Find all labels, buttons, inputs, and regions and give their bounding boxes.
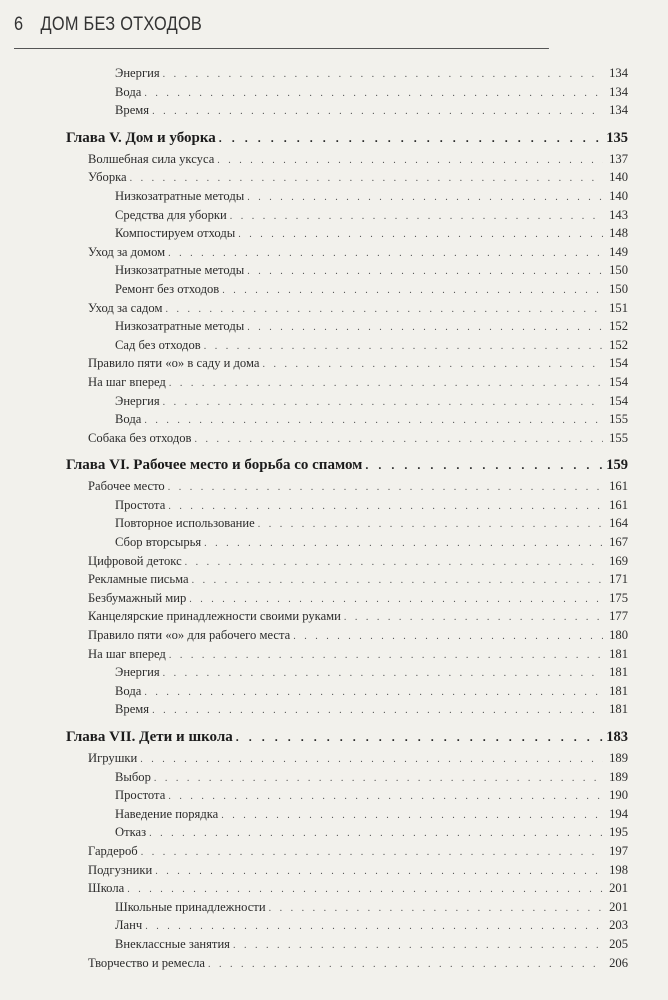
toc-entry: [66, 645, 628, 664]
toc-entry-title: Уход за домом: [88, 244, 166, 259]
toc-entry-page: 137: [609, 151, 628, 166]
dot-leader: [204, 535, 603, 554]
toc-entry: [66, 336, 628, 355]
toc-entry-page: 169: [609, 553, 628, 568]
toc-entry-page: 159: [606, 457, 628, 474]
toc-entry: [66, 935, 628, 954]
dot-leader: [155, 863, 603, 882]
toc-entry-page: 175: [609, 590, 628, 605]
toc-entry: [66, 496, 628, 515]
dot-leader: [258, 516, 603, 535]
toc-chapter-entry: [66, 454, 628, 477]
toc-entry-page: 203: [609, 918, 628, 933]
dot-leader: [247, 189, 603, 208]
dot-leader: [236, 726, 603, 749]
toc-entry-page: 181: [609, 702, 628, 717]
dot-leader: [144, 412, 603, 431]
toc-entry-page: 134: [609, 103, 628, 118]
toc-entry-title: Внеклассные занятия: [115, 936, 230, 951]
dot-leader: [140, 751, 603, 770]
toc-entry: [66, 514, 628, 533]
toc-entry-title: Наведение порядка: [115, 806, 219, 821]
toc-entry: [66, 898, 628, 917]
toc-entry-page: 171: [609, 572, 628, 587]
toc-entry: [66, 607, 628, 626]
toc-entry-title: Низкозатратные методы: [115, 319, 245, 334]
toc-entry: [66, 206, 628, 225]
toc-entry: [66, 916, 628, 935]
dot-leader: [204, 338, 603, 357]
toc-entry-title: Низкозатратные методы: [115, 188, 245, 203]
toc-entry-title: Подгузники: [88, 862, 153, 877]
toc-entry-title: Безбумажный мир: [88, 590, 187, 605]
toc-entry-page: 134: [609, 84, 628, 99]
dot-leader: [141, 844, 603, 863]
dot-leader: [144, 85, 603, 104]
toc-entry: [66, 477, 628, 496]
toc-entry-page: 154: [609, 374, 628, 389]
dot-leader: [185, 554, 603, 573]
toc-entry: [66, 168, 628, 187]
toc-entry-title: Энергия: [115, 66, 160, 80]
toc-entry: [66, 552, 628, 571]
toc-entry: [66, 786, 628, 805]
toc-entry-page: 154: [609, 393, 628, 408]
dot-leader: [192, 572, 603, 591]
toc-entry: [66, 187, 628, 206]
toc-entry: [66, 261, 628, 280]
toc-entry-page: 150: [609, 263, 628, 278]
dot-leader: [221, 807, 603, 826]
toc-entry-page: 197: [609, 843, 628, 858]
toc-entry-page: 152: [609, 337, 628, 352]
toc-entry: [66, 317, 628, 336]
toc-entry: [66, 354, 628, 373]
toc-entry-page: 155: [609, 412, 628, 427]
toc-entry: [66, 101, 628, 120]
dot-leader: [195, 431, 603, 450]
dot-leader: [293, 628, 603, 647]
toc-entry-title: Вода: [115, 683, 142, 698]
dot-leader: [230, 208, 603, 227]
dot-leader: [154, 770, 603, 789]
toc-entry-page: 149: [609, 244, 628, 259]
toc-entry-page: 183: [606, 729, 628, 745]
dot-leader: [233, 937, 603, 956]
toc-entry-page: 181: [609, 665, 628, 680]
toc-entry-title: Ремонт без отходов: [115, 281, 220, 296]
toc-entry-title: Правило пяти «о» для рабочего места: [88, 628, 291, 643]
toc-entry-title: Энергия: [115, 393, 160, 408]
page-number: 6: [14, 14, 24, 35]
toc-entry: [66, 805, 628, 824]
toc-entry-title: Отказ: [115, 825, 147, 840]
toc-entry-page: 140: [609, 170, 628, 185]
toc-entry-title: Повторное использование: [115, 516, 255, 531]
toc-entry: [66, 954, 628, 973]
toc-entry-title: Собака без отходов: [88, 430, 192, 445]
toc-entry-page: 152: [609, 319, 628, 334]
toc-entry-page: 181: [609, 683, 628, 698]
toc-chapter-entry: [66, 127, 628, 150]
toc-entry-page: 189: [609, 769, 628, 784]
table-of-contents: [66, 64, 628, 972]
dot-leader: [163, 394, 603, 413]
toc-entry: [66, 626, 628, 645]
dot-leader: [269, 900, 603, 919]
toc-entry-page: 148: [609, 226, 628, 241]
toc-entry-page: 167: [609, 535, 628, 550]
toc-entry: [66, 373, 628, 392]
toc-entry-page: 164: [609, 516, 628, 531]
toc-entry-title: Ланч: [115, 918, 143, 933]
toc-entry-title: Школьные принадлежности: [115, 899, 266, 914]
dot-leader: [208, 956, 603, 975]
toc-entry-title: Глава V. Дом и уборка: [66, 129, 216, 146]
toc-entry-title: Сад без отходов: [115, 337, 201, 352]
toc-entry: [66, 224, 628, 243]
toc-entry: [66, 589, 628, 608]
toc-chapter-entry: [66, 726, 628, 749]
dot-leader: [152, 103, 603, 122]
toc-entry-page: 135: [606, 129, 628, 146]
dot-leader: [144, 684, 603, 703]
dot-leader: [168, 788, 603, 807]
dot-leader: [163, 66, 603, 85]
toc-entry: [66, 299, 628, 318]
toc-entry-title: Энергия: [115, 665, 160, 680]
toc-entry-title: Выбор: [115, 769, 151, 784]
toc-entry-page: 201: [609, 881, 628, 896]
toc-entry-title: Цифровой детокс: [88, 553, 182, 568]
toc-entry-title: Средства для уборки: [115, 207, 227, 222]
toc-entry-page: 140: [609, 188, 628, 203]
toc-entry-title: Рекламные письма: [88, 572, 189, 587]
toc-entry-title: Простота: [115, 497, 166, 512]
toc-entry-title: Глава VII. Дети и школа: [66, 729, 233, 745]
toc-entry-page: 154: [609, 356, 628, 371]
toc-entry-page: 155: [609, 430, 628, 445]
toc-entry: [66, 150, 628, 169]
toc-entry: [66, 749, 628, 768]
toc-entry-title: Волшебная сила уксуса: [88, 151, 215, 166]
toc-entry-title: Школа: [88, 881, 125, 896]
toc-entry-page: 189: [609, 751, 628, 765]
toc-entry-page: 151: [609, 300, 628, 315]
toc-entry: [66, 243, 628, 262]
toc-entry-title: На шаг вперед: [88, 374, 166, 389]
toc-entry-page: 195: [609, 825, 628, 840]
toc-entry-page: 161: [609, 479, 628, 494]
toc-entry-page: 198: [609, 862, 628, 877]
toc-entry-title: Гардероб: [88, 843, 138, 858]
toc-entry: [66, 700, 628, 719]
toc-entry-page: 181: [609, 646, 628, 661]
toc-entry-page: 143: [609, 207, 628, 222]
dot-leader: [344, 609, 603, 628]
dot-leader: [238, 226, 603, 245]
toc-entry-page: 206: [609, 955, 628, 970]
toc-entry: [66, 682, 628, 701]
book-title: ДОМ БЕЗ ОТХОДОВ: [40, 14, 203, 35]
toc-entry: [66, 83, 628, 102]
dot-leader: [169, 647, 603, 666]
toc-entry-page: 190: [609, 788, 628, 803]
toc-entry-title: Игрушки: [88, 751, 138, 765]
dot-leader: [219, 127, 603, 150]
dot-leader: [152, 702, 603, 721]
toc-entry-title: Правило пяти «о» в саду и дома: [88, 356, 260, 371]
toc-entry-page: 194: [609, 806, 628, 821]
toc-entry: [66, 64, 628, 83]
toc-entry: [66, 280, 628, 299]
toc-entry-page: 177: [609, 609, 628, 624]
toc-entry-title: Канцелярские принадлежности своими руками: [88, 609, 341, 624]
toc-entry-title: Уборка: [88, 170, 127, 185]
toc-entry-page: 161: [609, 497, 628, 512]
running-header: [14, 14, 549, 49]
toc-entry: [66, 533, 628, 552]
toc-entry-title: Время: [115, 702, 150, 717]
toc-entry: [66, 768, 628, 787]
toc-entry-title: Простота: [115, 788, 166, 803]
dot-leader: [163, 665, 603, 684]
toc-entry: [66, 861, 628, 880]
toc-entry: [66, 570, 628, 589]
toc-entry: [66, 410, 628, 429]
toc-entry: [66, 429, 628, 448]
toc-entry-page: 134: [609, 66, 628, 80]
toc-entry-title: Сбор вторсырья: [115, 535, 202, 550]
toc-entry-title: Творчество и ремесла: [88, 955, 205, 970]
toc-entry-title: Время: [115, 103, 150, 118]
dot-leader: [168, 479, 603, 498]
toc-entry-page: 201: [609, 899, 628, 914]
toc-entry-page: 205: [609, 936, 628, 951]
toc-entry-page: 180: [609, 628, 628, 643]
toc-entry-title: Низкозатратные методы: [115, 263, 245, 278]
toc-entry: [66, 823, 628, 842]
toc-entry-page: 150: [609, 281, 628, 296]
toc-entry: [66, 663, 628, 682]
toc-entry-title: Рабочее место: [88, 479, 165, 494]
dot-leader: [169, 375, 603, 394]
dot-leader: [217, 152, 603, 171]
toc-entry: [66, 392, 628, 411]
toc-entry-title: На шаг вперед: [88, 646, 166, 661]
toc-entry-title: Вода: [115, 412, 142, 427]
dot-leader: [149, 825, 603, 844]
toc-entry: [66, 842, 628, 861]
toc-entry-title: Уход за садом: [88, 300, 163, 315]
dot-leader: [262, 356, 603, 375]
toc-entry-title: Глава VI. Рабочее место и борьба со спамом: [66, 457, 363, 474]
toc-entry: [66, 879, 628, 898]
dot-leader: [222, 282, 603, 301]
dot-leader: [247, 263, 603, 282]
toc-entry-title: Компостируем отходы: [115, 226, 236, 241]
dot-leader: [247, 319, 603, 338]
dot-leader: [365, 454, 603, 477]
toc-entry-title: Вода: [115, 84, 142, 99]
